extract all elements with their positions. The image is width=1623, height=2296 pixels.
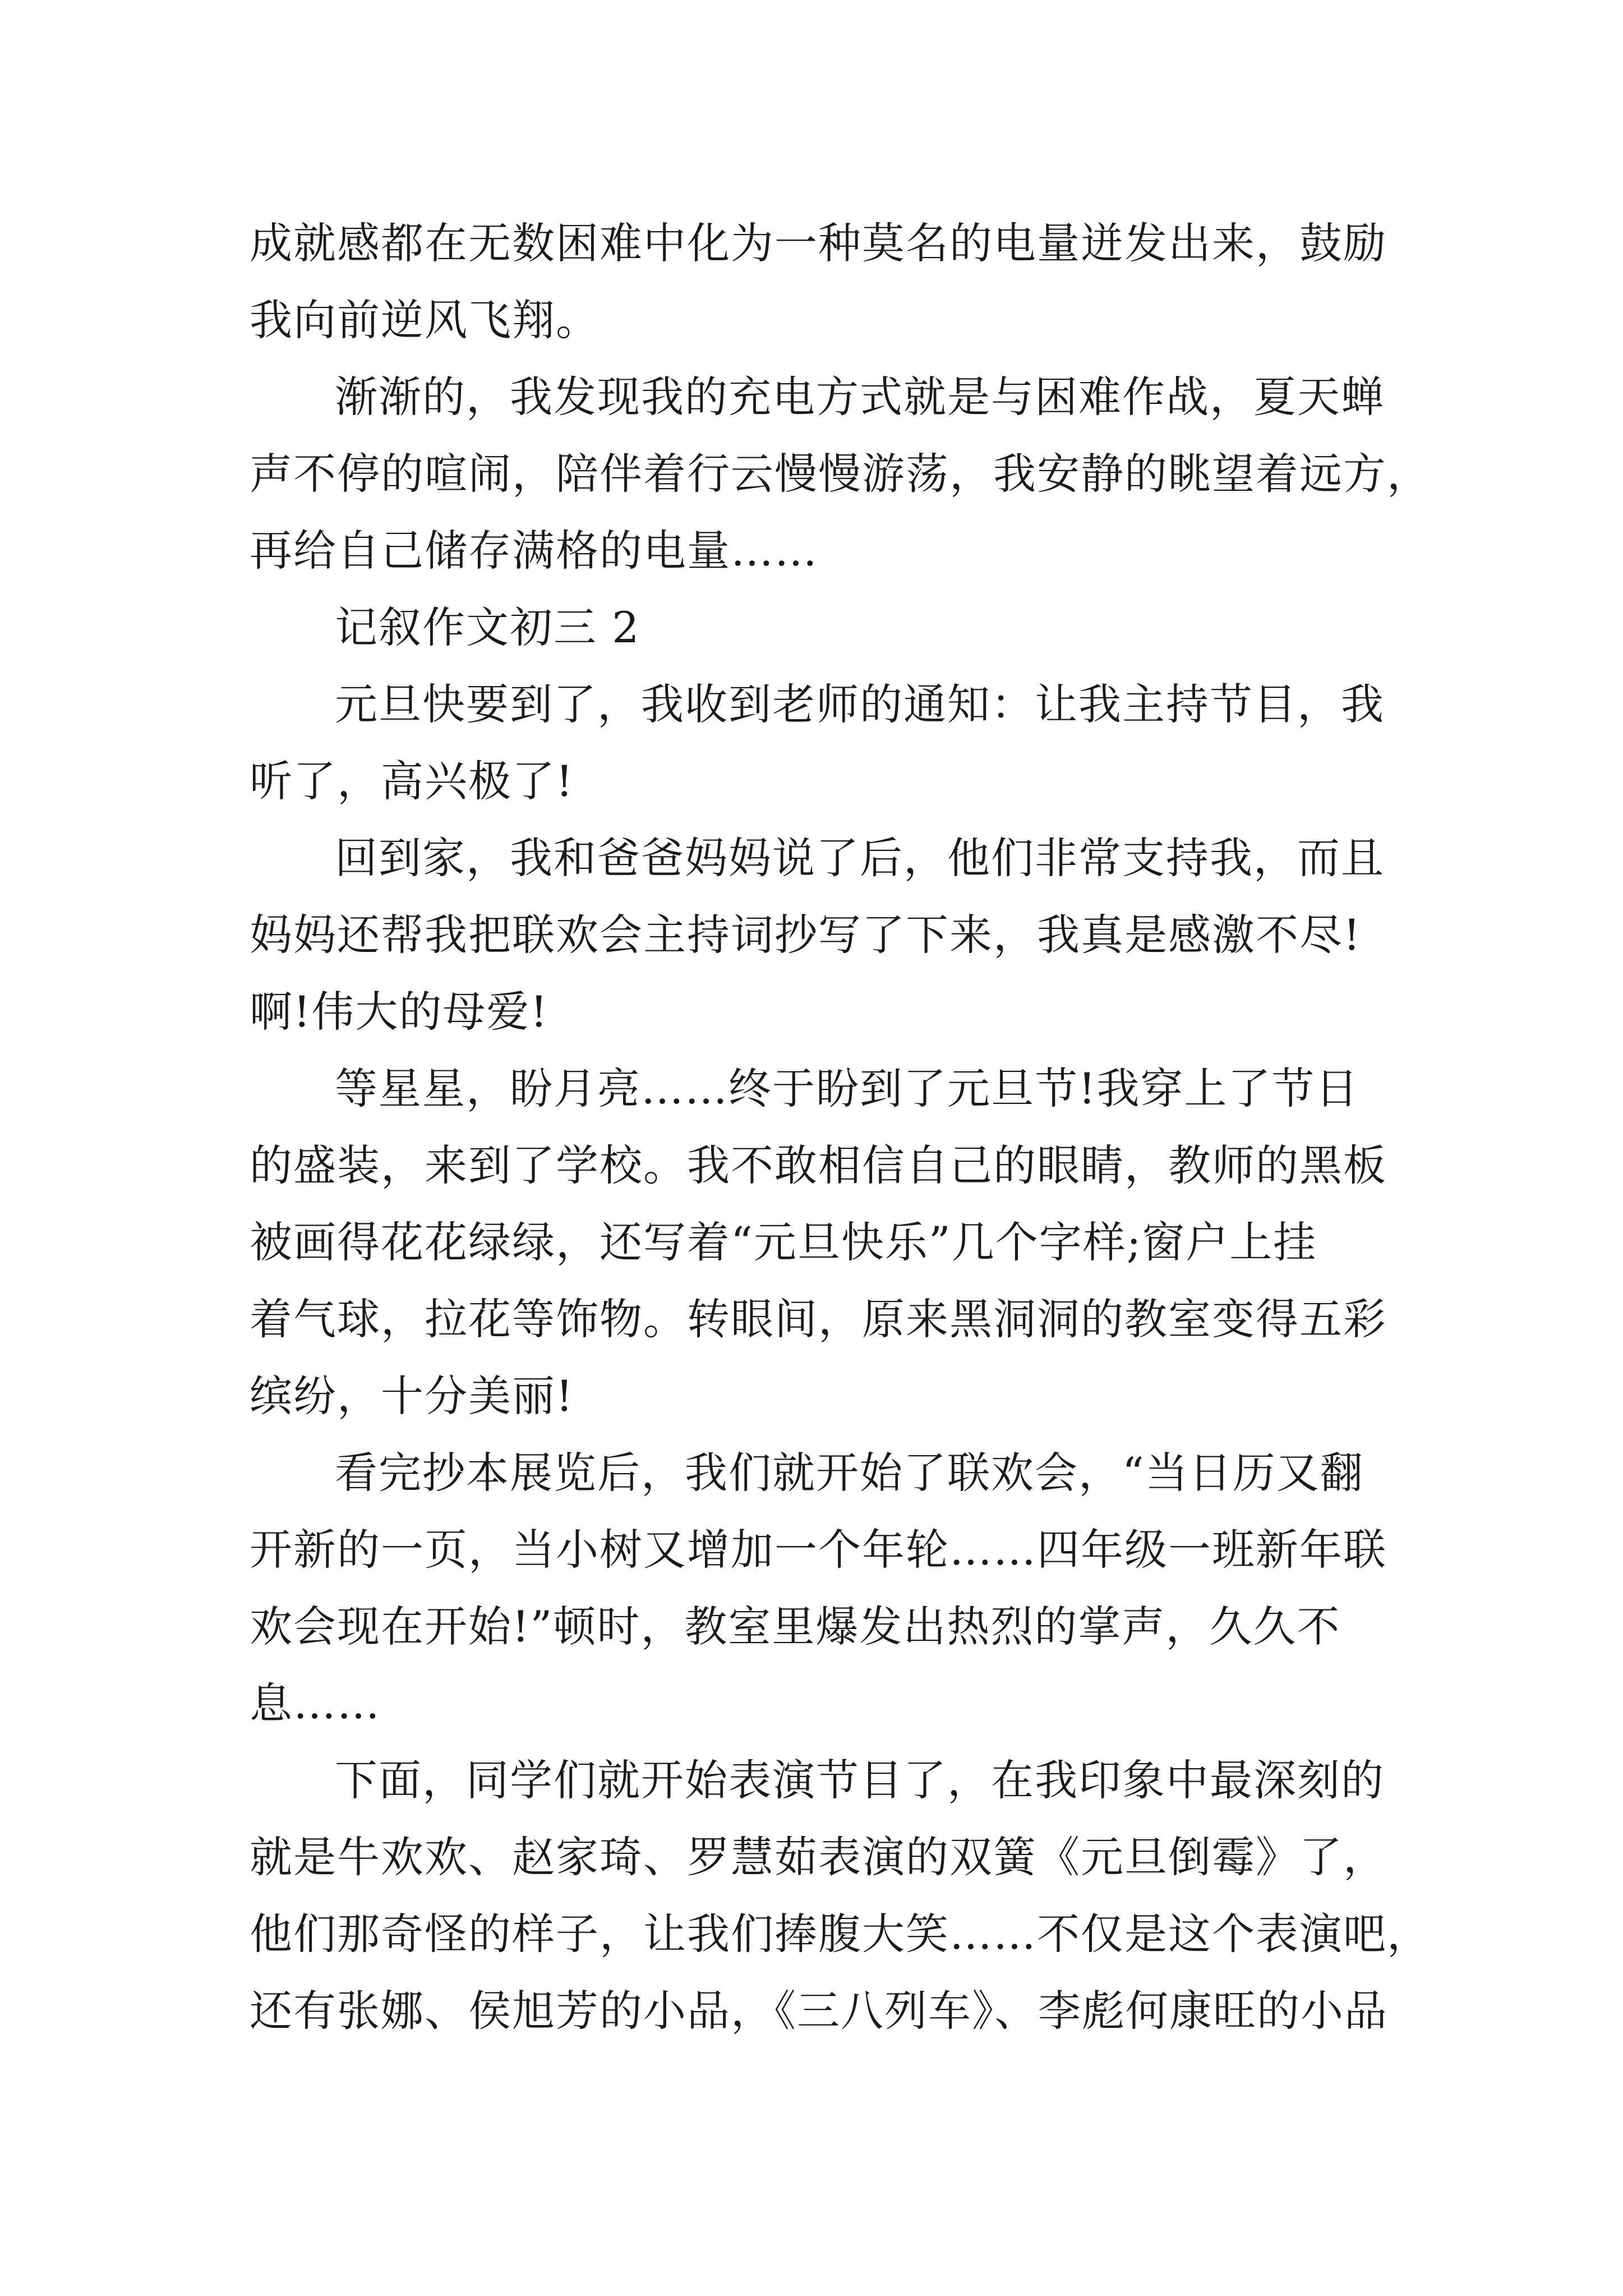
text-line: 再给自己储存满格的电量…… — [250, 526, 818, 576]
text-line: 元旦快要到了，我收到老师的通知：让我主持节目，我 — [335, 679, 1385, 729]
text-line: 被画得花花绿绿，还写着“元旦快乐”几个字样;窗户上挂 — [250, 1217, 1317, 1267]
text-line: 欢会现在开始!”顿时，教室里爆发出热烈的掌声，久久不 — [250, 1602, 1341, 1651]
text-line: 下面，同学们就开始表演节目了，在我印象中最深刻的 — [335, 1755, 1385, 1805]
text-line: 妈妈还帮我把联欢会主持词抄写了下来，我真是感激不尽! — [250, 910, 1362, 960]
document-body — [250, 205, 1431, 2049]
text-line: 的盛装，来到了学校。我不敢相信自己的眼睛，教师的黑板 — [250, 1140, 1387, 1190]
text-line: 缤纷，十分美丽! — [250, 1371, 574, 1421]
text-line: 回到家，我和爸爸妈妈说了后，他们非常支持我，而且 — [335, 833, 1385, 883]
text-line: 渐渐的，我发现我的充电方式就是与困难作战，夏天蝉 — [335, 372, 1385, 422]
text-line: 着气球，拉花等饰物。转眼间，原来黑洞洞的教室变得五彩 — [250, 1294, 1387, 1344]
text-line: 他们那奇怪的样子，让我们捧腹大笑……不仅是这个表演吧， — [250, 1909, 1431, 1959]
text-line: 听了，高兴极了! — [250, 756, 574, 806]
text-line: 啊!伟大的母爱! — [250, 987, 549, 1037]
text-line: 就是牛欢欢、赵家琦、罗慧茹表演的双簧《元旦倒霉》了， — [250, 1832, 1387, 1882]
text-line: 成就感都在无数困难中化为一种莫名的电量迸发出来，鼓励 — [250, 218, 1387, 268]
text-line: 开新的一页，当小树又增加一个年轮……四年级一班新年联 — [250, 1525, 1387, 1575]
text-line: 息…… — [250, 1678, 381, 1728]
text-line: 看完抄本展览后，我们就开始了联欢会，“当日历又翻 — [335, 1448, 1364, 1498]
text-line: 声不停的喧闹，陪伴着行云慢慢游荡，我安静的眺望着远方， — [250, 449, 1431, 499]
text-line: 等星星，盼月亮……终于盼到了元旦节!我穿上了节日 — [335, 1064, 1359, 1114]
text-line: 记叙作文初三 2 — [335, 602, 640, 652]
text-line: 还有张娜、侯旭芳的小品，《三八列车》、李彪何康旺的小品 — [250, 1986, 1388, 2036]
text-line: 我向前逆风飞翔。 — [250, 295, 600, 345]
